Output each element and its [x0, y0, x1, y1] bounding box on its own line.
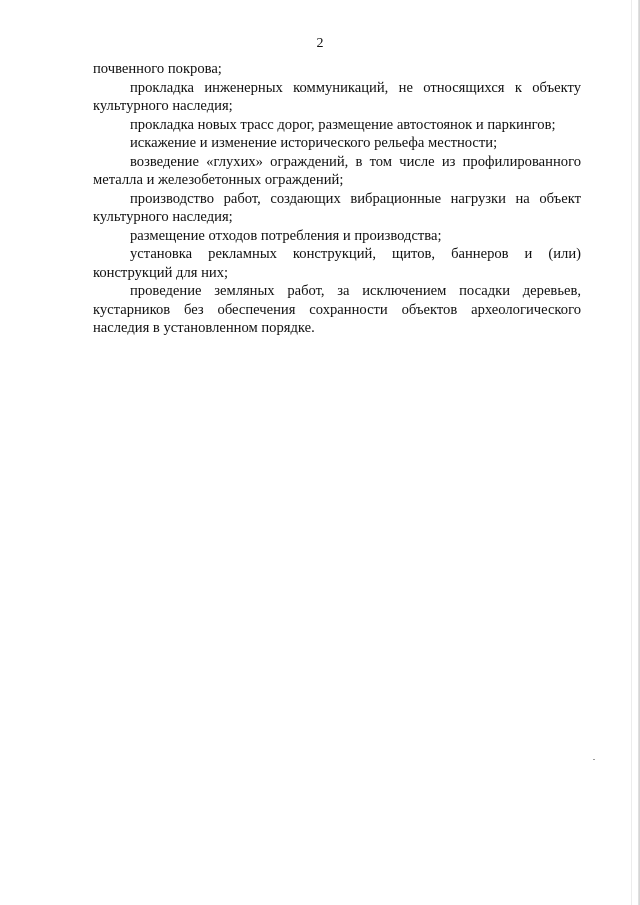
paragraph-utilities: прокладка инженерных коммуникаций, не относящихся к объекту культурного наследия; [93, 79, 581, 114]
paragraph-vibration: производство работ, создающих вибрационные нагрузки на объект культурного наследия; [93, 190, 581, 225]
page-number: 2 [316, 36, 324, 51]
paragraph-roads: прокладка новых трасс дорог, размещение автостоянок и паркингов; [130, 116, 556, 133]
paragraph-fences: возведение «глухих» ограждений, в том числе из профилированного металла и железобетонных ограждений; [93, 153, 581, 188]
paragraph-waste: размещение отходов потребления и производства; [130, 227, 442, 244]
scan-artifact-mark [593, 759, 595, 760]
scan-edge-line [631, 0, 632, 905]
paragraph-continuation: почвенного покрова; [93, 61, 222, 77]
paragraph-earthworks: проведение земляных работ, за исключением посадки деревьев, кустарников без обеспечения сохранности объектов археологического наследия в установленном порядке. [93, 283, 581, 336]
paragraph-relief: искажение и изменение исторического рельефа местности; [130, 135, 498, 151]
document-body [93, 60, 581, 338]
paragraph-advertising: установка рекламных конструкций, щитов, баннеров и (или) конструкций для них; [93, 246, 581, 281]
